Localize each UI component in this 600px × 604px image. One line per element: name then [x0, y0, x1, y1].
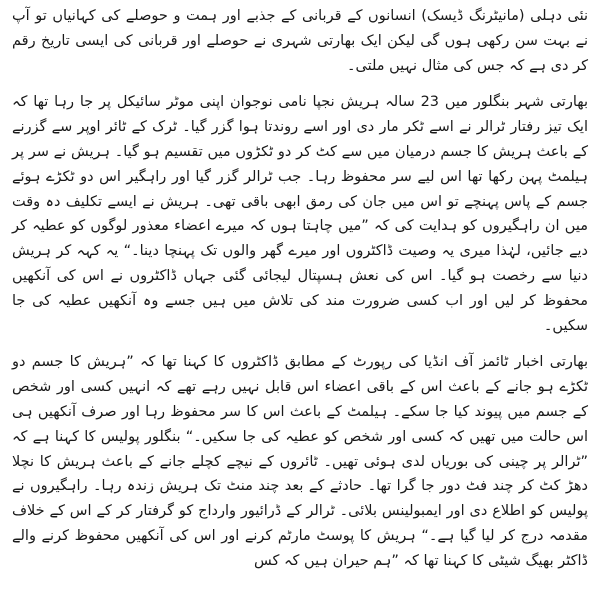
article-paragraph-intro: نئی دہلی (مانیٹرنگ ڈیسک) انسانوں کے قربانی کے جذبے اور ہمت و حوصلے کی کہانیاں تو آپ نے بہت سن رکھی ہوں گی لیکن ایک بھارتی شہری نے حوصلے اور قربانی کی ایسی تاریخ رقم کر دی ہے کہ جس کی مثال نہیں ملتی۔	[12, 8, 588, 74]
article-body	[12, 4, 588, 574]
article-paragraph-accident: بھارتی شہر بنگلور میں 23 سالہ ہریش نجپا نامی نوجوان اپنی موٹر سائیکل پر جا رہا تھا کہ ایک تیز رفتار ٹرالر نے اسے ٹکر مار دی اور اسے روندتا ہوا گزر گیا۔ ٹرک کے ٹائر اوپر سے گزرنے کے باعث ہریش کا جسم درمیان میں سے کٹ کر دو ٹکڑوں میں تقسیم ہو گیا۔ ہریش نے سر پر ہیلمٹ پہن رکھا تھا اس لیے سر محفوظ رہا۔ جب ٹرالر گزر گیا اور راہگیر اس دو ٹکڑے ہوئے جسم کے پاس پہنچے تو اس میں جان کی رمق ابھی باقی تھی۔ ہریش نے ایسے تکلیف دہ وقت میں ان راہگیروں کو ہدایت کی کہ ”میں چاہتا ہوں کہ میرے اعضاء معذور لوگوں کو عطیہ کر دیے جائیں، لہٰذا میری یہ وصیت ڈاکٹروں اور میرے گھر والوں تک پہنچا دینا۔“ یہ کہہ کر ہریش دنیا سے رخصت ہو گیا۔ اس کی نعش ہسپتال لیجائی گئی جہاں ڈاکٹروں نے اس کی آنکھیں محفوظ کر لیں اور اب کسی ضرورت مند کی تلاش میں ہیں جسے وہ آنکھیں عطیہ کی جا سکیں۔	[12, 94, 588, 334]
article-paragraph-report: بھارتی اخبار ٹائمز آف انڈیا کی رپورٹ کے مطابق ڈاکٹروں کا کہنا تھا کہ ”ہریش کا جسم دو ٹکڑے ہو جانے کے باعث اس کے باقی اعضاء اس قابل نہیں رہے تھے کہ انہیں کسی اور شخص کے جسم میں پیوند کیا جا سکے۔ ہیلمٹ کے باعث اس کا سر محفوظ رہا اور صرف آنکھیں ہی اس حالت میں تھیں کہ کسی اور شخص کو عطیہ کی جا سکیں۔“ بنگلور پولیس کا کہنا ہے کہ ”ٹرالر پر چینی کی بوریاں لدی ہوئی تھیں۔ ٹائروں کے نیچے کچلے جانے کے باعث ہریش کا نچلا دھڑ کٹ کر چند فٹ دور جا گرا تھا۔ حادثے کے بعد چند منٹ تک ہریش زندہ رہا۔ راہگیروں نے پولیس کو اطلاع دی اور ایمبولینس بلائی۔ ٹرالر کے ڈرائیور وارداج کو گرفتار کر کے اس کے خلاف مقدمہ درج کر لیا گیا ہے۔“ ہریش کا پوسٹ مارٹم کرنے اور اس کی آنکھیں محفوظ کرنے والے ڈاکٹر بھیگ شیٹی کا کہنا تھا کہ ”ہم حیران ہیں کہ کس	[12, 354, 588, 569]
